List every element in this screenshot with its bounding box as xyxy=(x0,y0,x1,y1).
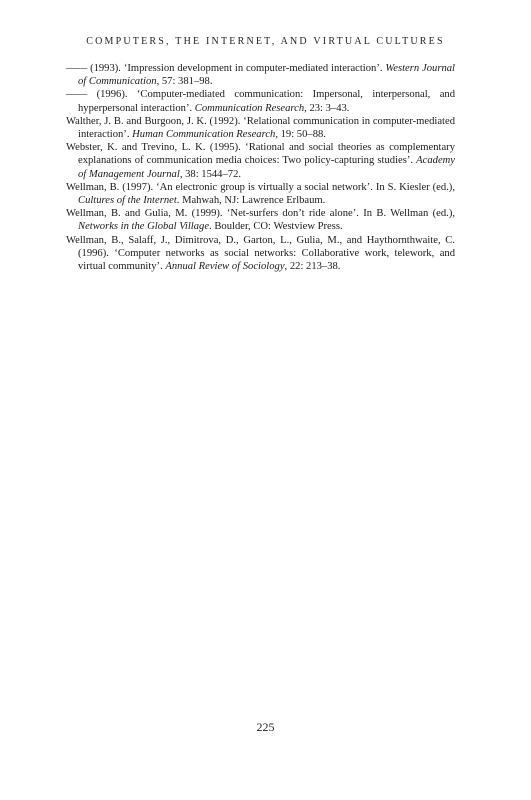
reference-entry xyxy=(66,62,455,88)
reference-entry xyxy=(66,88,455,114)
reference-text: —— (1993). ‘Impression development in computer-mediated interaction’. xyxy=(66,63,386,74)
reference-journal: Communication Research xyxy=(194,102,305,114)
reference-journal: Annual Review of Sociology xyxy=(165,261,285,273)
reference-entry xyxy=(66,115,455,141)
reference-entry xyxy=(66,141,455,181)
reference-details: . Mahwah, NJ: Lawrence Erlbaum. xyxy=(176,195,326,207)
reference-journal: Cultures of the Internet xyxy=(78,195,177,207)
reference-details: , 38: 1544–72. xyxy=(179,168,242,180)
reference-list xyxy=(66,62,455,273)
reference-text: —— (1996). ‘Computer-mediated communication: Impersonal, interpersonal, and hyperpersonal interaction’. xyxy=(66,89,455,114)
reference-text: Wellman, B. and Gulia, M. (1999). ‘Net-surfers don’t ride alone’. In B. Wellman (ed.), xyxy=(66,208,455,220)
running-head: COMPUTERS, THE INTERNET, AND VIRTUAL CULTURES xyxy=(86,36,445,47)
reference-journal: Networks in the Global Village xyxy=(78,221,210,233)
reference-details: , 19: 50–88. xyxy=(275,129,326,141)
reference-entry xyxy=(66,234,455,274)
reference-text: Walther, J. B. and Burgoon, J. K. (1992). ‘Relational communication in computer-mediated interaction’. xyxy=(66,115,455,141)
reference-entry xyxy=(66,181,455,207)
reference-entry xyxy=(66,207,455,233)
page-number: 225 xyxy=(256,720,275,734)
reference-journal: Western Journal of Communication xyxy=(78,63,455,88)
reference-text: Webster, K. and Trevino, L. K. (1995). ‘Rational and social theories as complementary explanations of communication media choices: Two policy-capturing studies’. xyxy=(66,142,455,167)
reference-details: , 57: 381–98. xyxy=(156,76,213,88)
reference-text: Wellman, B. (1997). ‘An electronic group is virtually a social network’. In S. Kiesler (ed.), xyxy=(66,181,455,193)
reference-details: , 22: 213–38. xyxy=(284,261,341,273)
reference-details: . Boulder, CO: Westview Press. xyxy=(209,221,343,233)
reference-text: Wellman, B., Salaff, J., Dimitrova, D., Garton, L., Gulia, M., and Haythornthwaite, C. (1996). ‘Computer networks as social networks: Collaborative work, telework, and virtual community’. xyxy=(66,234,455,273)
reference-details: , 23: 3–43. xyxy=(304,102,350,114)
reference-journal: Human Communication Research xyxy=(132,129,276,141)
reference-journal: Academy of Management Journal xyxy=(78,155,455,180)
